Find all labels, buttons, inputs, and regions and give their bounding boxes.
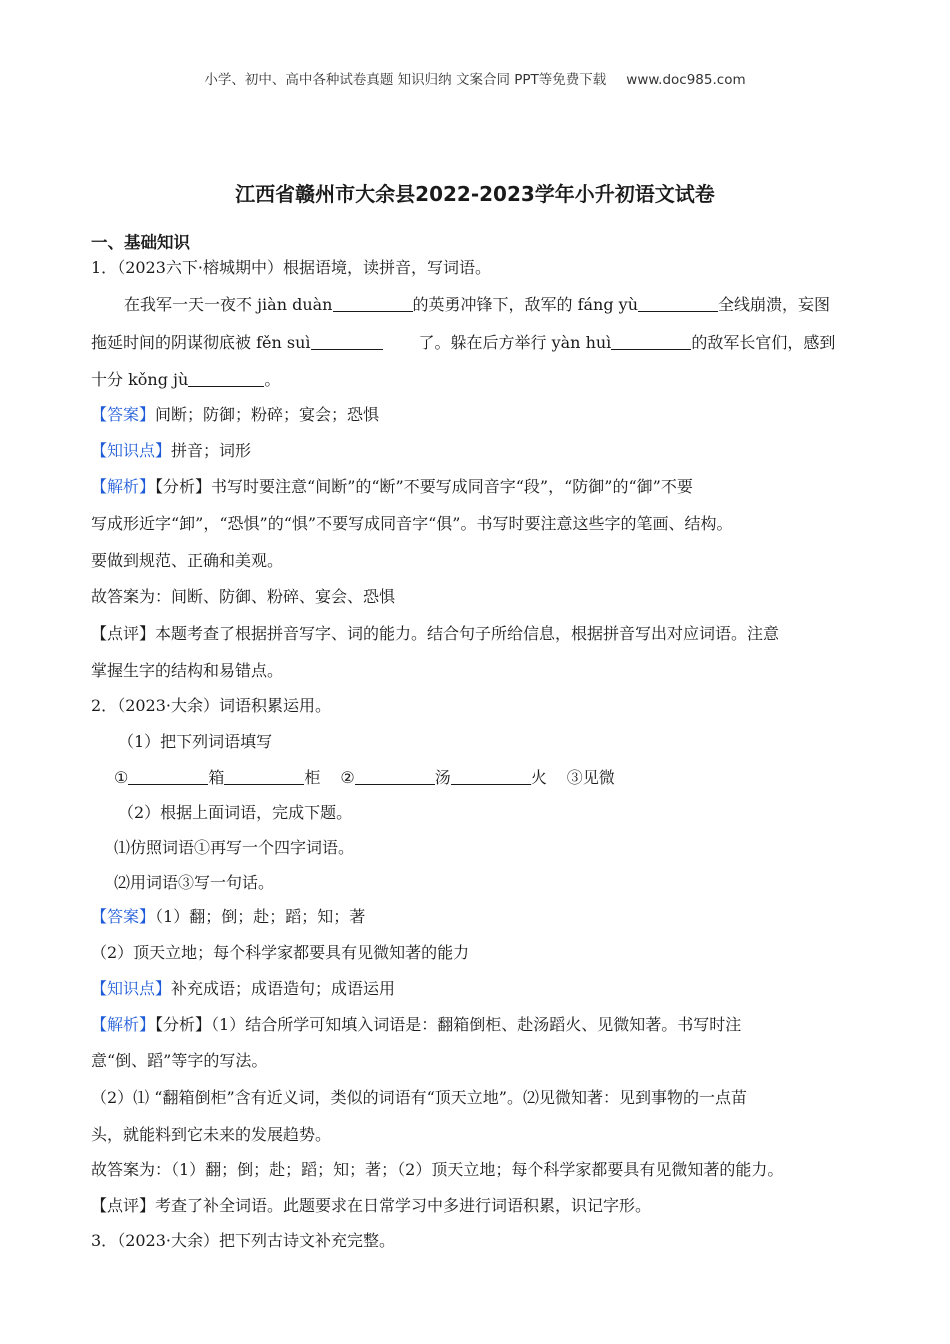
section-heading: 一、基础知识 [91, 233, 190, 252]
answer-blank[interactable] [355, 768, 435, 785]
answer-blank[interactable] [638, 295, 718, 312]
header-url[interactable]: www.doc985.com [626, 72, 746, 88]
q1-answer: 【答案】间断；防御；粉碎；宴会；恐惧 [91, 405, 380, 424]
q2-analysis-line3: （2）⑴ “翻箱倒柜”含有近义词，类似的词语有“顶天立地”。⑵见微知著：见到事物的一点苗 [91, 1088, 747, 1107]
q2-stem: 2．（2023·大余）词语积累运用。 [91, 696, 331, 715]
q2-sub2: （2）根据上面词语，完成下题。 [118, 803, 353, 822]
q3-stem: 3．（2023·大余）把下列古诗文补充完整。 [91, 1231, 395, 1250]
q1-passage-line3: 十分 kǒng jù 。 [91, 370, 281, 389]
q1-analysis-line3: 要做到规范、正确和美观。 [91, 551, 284, 570]
answer-blank[interactable] [311, 333, 383, 350]
q2-knowledge-point: 【知识点】补充成语；成语造句；成语运用 [91, 979, 396, 998]
q2-analysis-line1: 【解析】【分析】（1）结合所学可知填入词语是：翻箱倒柜、赴汤蹈火、见微知著。书写时注 [91, 1015, 742, 1034]
q2-fill-line: ① 箱 柜 ② 汤 火 ③见微 [114, 768, 615, 787]
answer-blank[interactable] [333, 295, 413, 312]
answer-blank[interactable] [611, 333, 691, 350]
q2-answer-line2: （2）顶天立地；每个科学家都要具有见微知著的能力 [91, 943, 470, 962]
answer-blank[interactable] [188, 370, 264, 387]
q1-passage-line2: 拖延时间的阴谋彻底被 fěn suì 了。躲在后方举行 yàn huì 的敌军长官们，感到 [91, 333, 836, 352]
q2-sub2a: ⑴仿照词语①再写一个四字词语。 [114, 838, 355, 857]
q2-sub2b: ⑵用词语③写一句话。 [114, 873, 275, 892]
q2-analysis-line2: 意“倒、蹈”等字的写法。 [91, 1051, 268, 1070]
q2-comment: 【点评】考查了补全词语。此题要求在日常学习中多进行词语积累，识记字形。 [91, 1196, 652, 1215]
answer-blank[interactable] [224, 768, 304, 785]
answer-blank[interactable] [128, 768, 208, 785]
q2-analysis-line4: 头，就能料到它未来的发展趋势。 [91, 1125, 332, 1144]
q1-comment-line1: 【点评】本题考查了根据拼音写字、词的能力。结合句子所给信息，根据拼音写出对应词语。注意 [91, 624, 780, 643]
q1-stem: 1．（2023六下·榕城期中）根据语境，读拼音，写词语。 [91, 258, 491, 277]
q1-knowledge-point: 【知识点】拼音；词形 [91, 441, 252, 460]
header-text: 小学、初中、高中各种试卷真题 知识归纳 文案合同 PPT等免费下载 [204, 72, 607, 88]
q2-answer: 【答案】（1）翻；倒；赴；蹈；知；著 [91, 907, 366, 926]
q2-final-answer: 故答案为：（1）翻；倒；赴；蹈；知；著；（2）顶天立地；每个科学家都要具有见微知著的能力。 [91, 1160, 784, 1179]
q1-analysis-line2: 写成形近字“卸”，“恐惧”的“惧”不要写成同音字“俱”。书写时要注意这些字的笔画、结构。 [91, 514, 733, 533]
q1-analysis-line1: 【解析】【分析】书写时要注意“间断”的“断”不要写成同音字“段”，“防御”的“御”不要 [91, 477, 693, 496]
q1-comment-line2: 掌握生字的结构和易错点。 [91, 661, 284, 680]
q1-passage-line1: 在我军一天一夜不 jiàn duàn 的英勇冲锋下，敌军的 fáng yù 全线崩溃，妄图 [124, 295, 831, 314]
q1-final-answer: 故答案为：间断、防御、粉碎、宴会、恐惧 [91, 587, 396, 606]
page-title: 江西省赣州市大余县2022-2023学年小升初语文试卷 [235, 182, 715, 206]
q2-sub1: （1）把下列词语填写 [118, 732, 273, 751]
answer-blank[interactable] [451, 768, 531, 785]
page-header [0, 68, 950, 88]
